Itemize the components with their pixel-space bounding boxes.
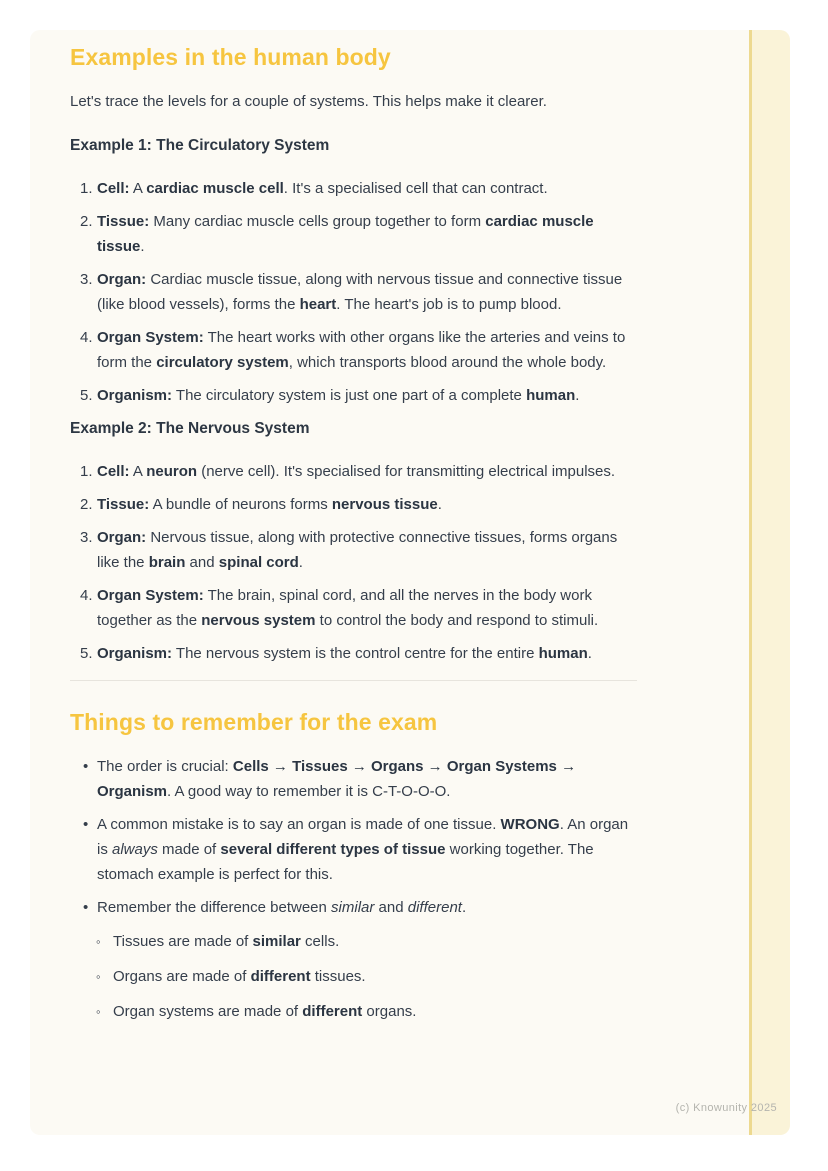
sub-list-item (97, 964, 637, 989)
bold-text: Organ: (97, 529, 147, 546)
bold-text: human (526, 387, 576, 404)
list-item (70, 267, 637, 317)
text: tissues. (310, 968, 366, 985)
text: and (185, 554, 219, 571)
example2-title: Example 2: The Nervous System (70, 420, 310, 437)
bold-text: similar (252, 933, 301, 950)
list-item (70, 325, 637, 375)
circulatory-system-list (70, 176, 637, 408)
text: The circulatory system is just one part of a complete (172, 387, 527, 404)
list-item (70, 459, 637, 484)
text: . (461, 899, 467, 916)
text: A (129, 463, 147, 480)
bold-text: heart (299, 296, 337, 313)
intro-paragraph: Let's trace the levels for a couple of systems. This helps make it clearer. (70, 93, 547, 110)
bold-text: Organism: (97, 387, 173, 404)
text: . (140, 238, 145, 255)
nervous-system-list (70, 459, 637, 666)
text: . (437, 496, 442, 513)
copyright-watermark: (c) Knowunity 2025 (675, 1102, 777, 1114)
list-item (70, 641, 637, 666)
text: . It's a specialised cell that can contract. (283, 180, 548, 197)
sub-list (97, 929, 637, 1024)
list-item (70, 209, 637, 259)
bold-text: neuron (146, 463, 198, 480)
list-item (70, 754, 637, 804)
exam-tips-list (70, 754, 637, 1024)
text: Cardiac muscle tissue, along with nervous tissue and connective tissue (like blood vessels), forms the (97, 271, 623, 313)
sub-list-item (97, 999, 637, 1024)
bold-text: Organism: (97, 645, 173, 662)
page-edge-highlight-strip (749, 30, 790, 1135)
bold-text: WRONG (500, 816, 560, 833)
text: Organs are made of (113, 968, 251, 985)
list-item (70, 895, 637, 1024)
text: A common mistake is to say an organ is made of one tissue. (97, 816, 501, 833)
text: . (298, 554, 303, 571)
bold-text: nervous system (201, 612, 316, 629)
bold-text: spinal cord (218, 554, 299, 571)
bold-text: Tissue: (97, 213, 150, 230)
bold-text: different (250, 968, 311, 985)
text: A bundle of neurons forms (149, 496, 332, 513)
list-item (70, 583, 637, 633)
text: organs. (362, 1003, 417, 1020)
italic-text: always (112, 841, 158, 858)
text: cells. (300, 933, 340, 950)
text: to control the body and respond to stimuli. (315, 612, 599, 629)
text: , which transports blood around the whole body. (288, 354, 607, 371)
list-item (70, 492, 637, 517)
text: Tissues are made of (113, 933, 253, 950)
list-item (70, 525, 637, 575)
text: A (129, 180, 147, 197)
section-divider (70, 680, 637, 681)
text: The nervous system is the control centre for the entire (172, 645, 539, 662)
text: . The heart's job is to pump blood. (336, 296, 562, 313)
text: . (575, 387, 580, 404)
bold-text: cardiac muscle cell (146, 180, 284, 197)
bold-text: Organ: (97, 271, 147, 288)
text: working together. The stomach example is perfect for this. (97, 841, 594, 883)
bold-text: Tissue: (97, 496, 150, 513)
text: The brain, spinal cord, and all the nerves in the body work together as the (97, 587, 592, 629)
list-item (70, 176, 637, 201)
italic-text: different (407, 899, 462, 916)
section-heading-remember: Things to remember for the exam (70, 709, 438, 735)
bold-text: different (302, 1003, 363, 1020)
bold-text: Organ System: (97, 587, 204, 604)
bold-text: Organ System: (97, 329, 204, 346)
text: . (587, 645, 592, 662)
bold-text: circulatory system (156, 354, 289, 371)
italic-text: similar (331, 899, 375, 916)
bold-text: Cell: (97, 463, 130, 480)
section-heading-examples: Examples in the human body (70, 44, 391, 70)
text: . An organ is (97, 816, 629, 858)
bold-text: human (538, 645, 588, 662)
text: Nervous tissue, along with protective connective tissues, forms organs like the (97, 529, 618, 571)
text: The order is crucial: (97, 758, 233, 775)
text: Many cardiac muscle cells group together to form (149, 213, 486, 230)
bold-text: nervous tissue (331, 496, 438, 513)
bold-text: several different types of tissue (220, 841, 446, 858)
text: . A good way to remember it is C-T-O-O-O. (167, 783, 451, 800)
sub-list-item (97, 929, 637, 954)
bold-text: cardiac muscle tissue (97, 213, 594, 255)
text: The heart works with other organs like the arteries and veins to form the (97, 329, 626, 371)
text: and (374, 899, 408, 916)
text: Remember the difference between (97, 899, 332, 916)
list-item (70, 383, 637, 408)
list-item (70, 812, 637, 887)
bold-text: Cells → Tissues → Organs → Organ Systems → Organism (97, 758, 577, 800)
example1-title: Example 1: The Circulatory System (70, 137, 330, 154)
bold-text: Cell: (97, 180, 130, 197)
page-content (70, 30, 637, 1034)
text: Organ systems are made of (113, 1003, 303, 1020)
text: made of (157, 841, 221, 858)
notes-page (30, 30, 790, 1135)
text: (nerve cell). It's specialised for transmitting electrical impulses. (197, 463, 616, 480)
bold-text: brain (148, 554, 186, 571)
